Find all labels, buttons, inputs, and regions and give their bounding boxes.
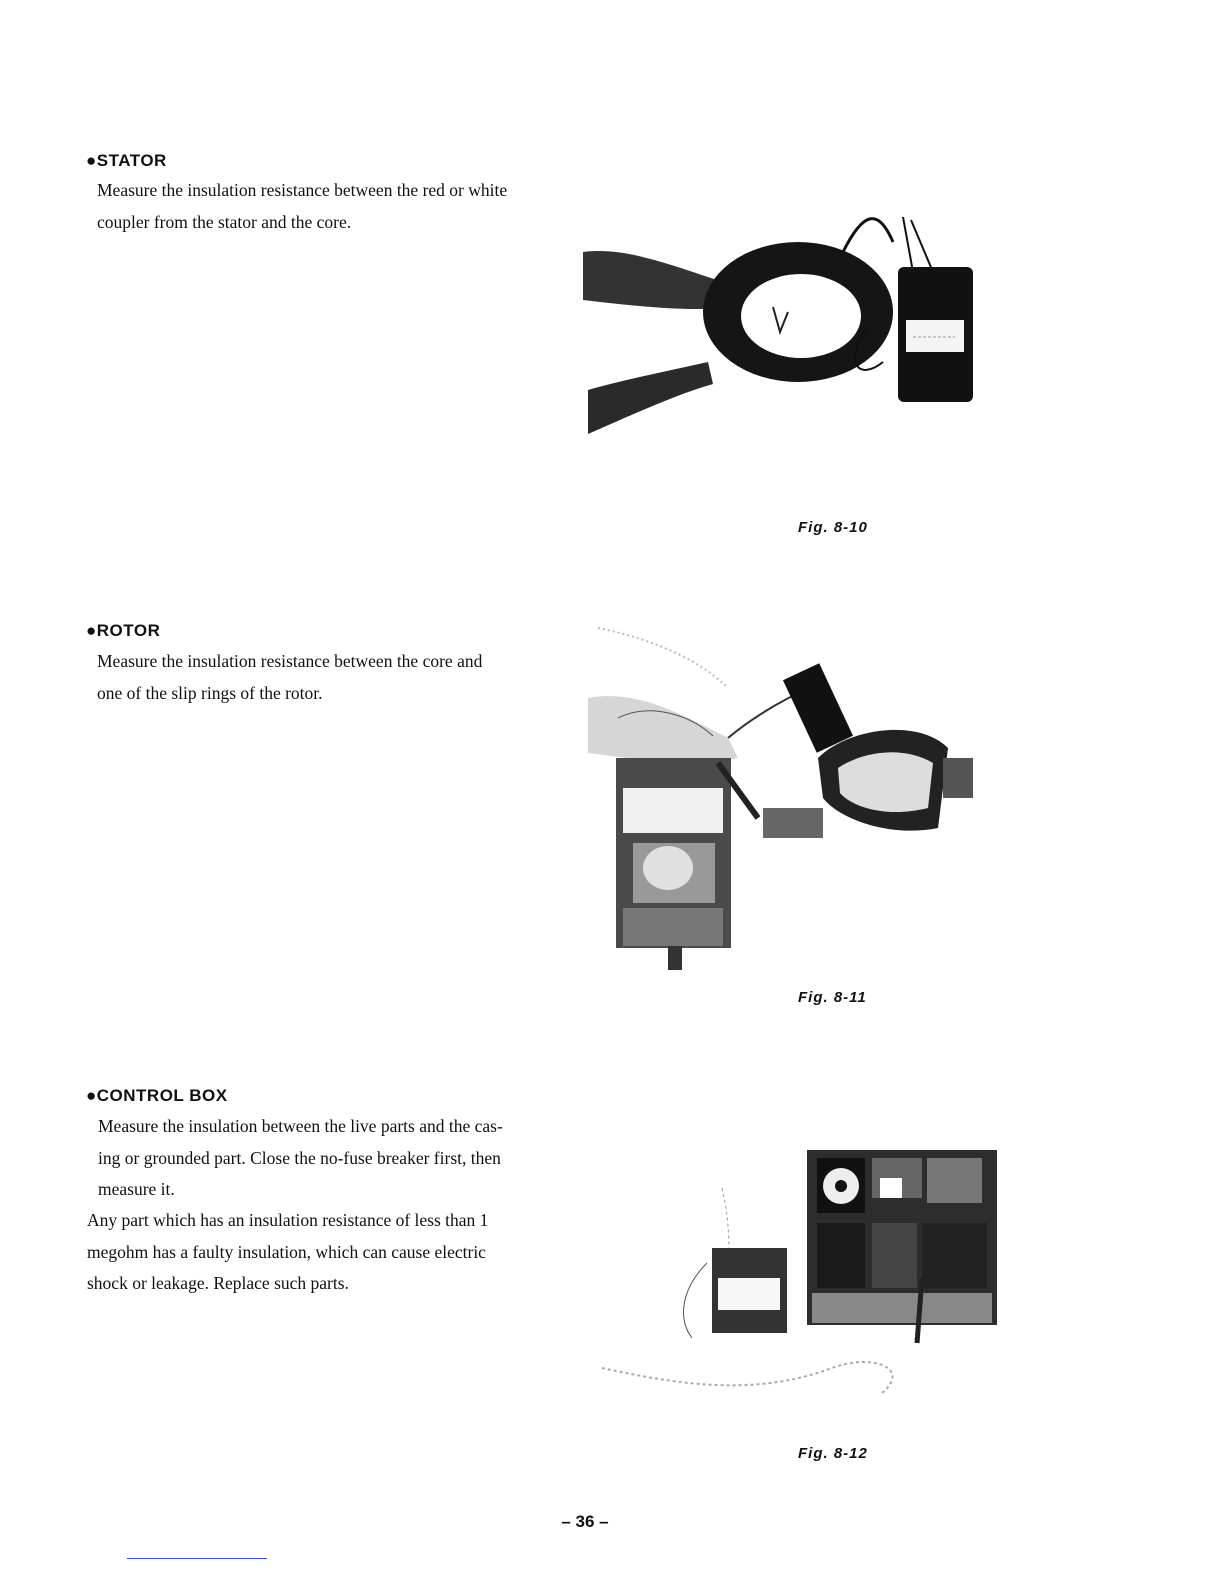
text-line: one of the slip rings of the rotor. (97, 682, 323, 703)
section-heading-control-box: ●CONTROL BOX (86, 1086, 228, 1105)
control-box-text (98, 1111, 566, 1206)
rotor-text (97, 646, 565, 709)
text-line: Measure the insulation resistance between the core and (97, 651, 483, 671)
page-number: – 36 – (561, 1512, 609, 1531)
control-box-photo (592, 1128, 997, 1403)
rotor-photo (588, 618, 983, 970)
footer-rule (127, 1558, 267, 1559)
text-line: Measure the insulation resistance between the red or white (97, 180, 508, 200)
section-heading-rotor: ●ROTOR (86, 621, 161, 640)
text-line: ing or grounded part. Close the no-fuse breaker first, then (98, 1147, 501, 1168)
text-line: Measure the insulation between the live parts and the cas- (98, 1116, 503, 1136)
stator-text (97, 175, 565, 238)
text-line: coupler from the stator and the core. (97, 211, 352, 232)
stator-photo (583, 212, 983, 434)
text-line: Any part which has an insulation resistance of less than 1 (87, 1210, 489, 1230)
insulation-note (87, 1205, 565, 1300)
text-line: shock or leakage. Replace such parts. (87, 1273, 349, 1293)
text-line: measure it. (98, 1179, 175, 1199)
text-line: megohm has a faulty insulation, which can cause electric (87, 1241, 486, 1262)
figure-caption: Fig. 8-10 (798, 519, 868, 536)
figure-caption: Fig. 8-11 (798, 989, 867, 1006)
section-heading-stator: ●STATOR (86, 151, 167, 170)
figure-caption: Fig. 8-12 (798, 1445, 868, 1462)
